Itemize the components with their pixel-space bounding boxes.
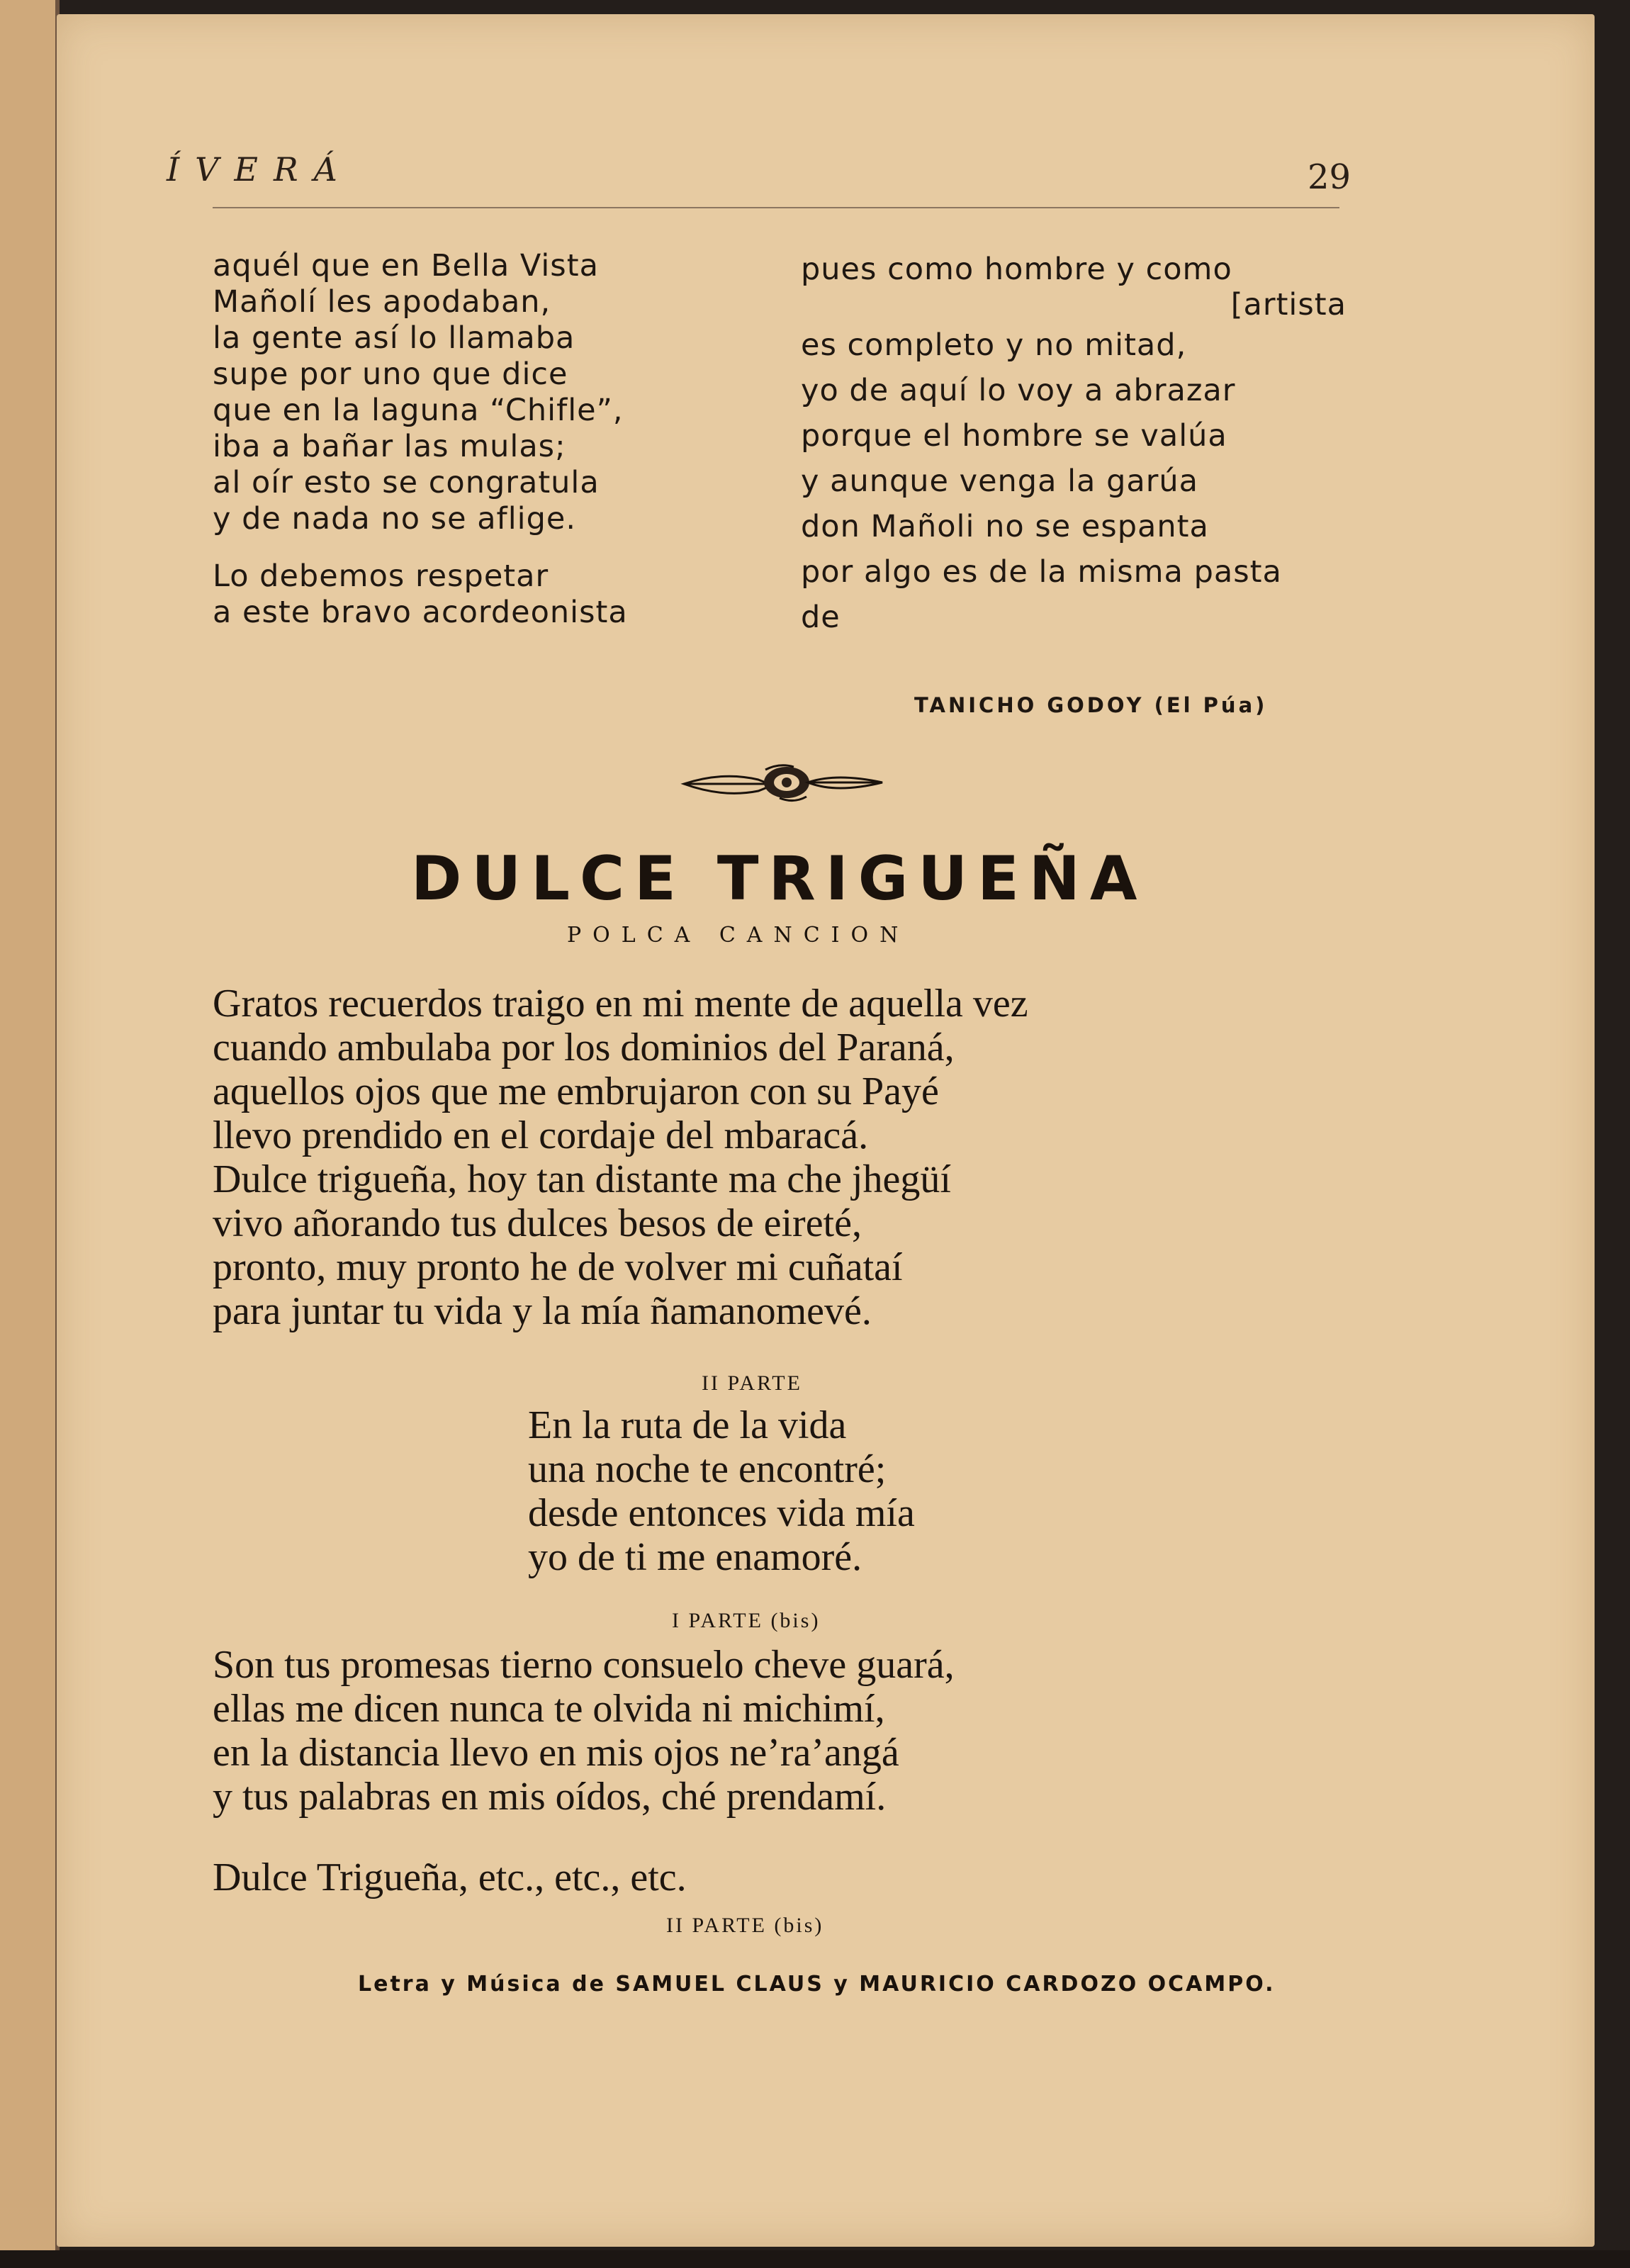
verse-line: para juntar tu vida y la mía ñamanomevé.	[213, 1289, 872, 1333]
verse-line: ellas me dicen nunca te olvida ni michimí,	[213, 1687, 885, 1731]
poem-line: [artista	[1230, 287, 1347, 322]
verse-line: Dulce trigueña, hoy tan distante ma che jhegüí	[213, 1157, 951, 1201]
verse-line: yo de ti me enamoré.	[528, 1535, 862, 1579]
poem-line: es completo y no mitad,	[801, 327, 1187, 363]
verse-line: en la distancia llevo en mis ojos ne’ra’angá	[213, 1731, 899, 1775]
page-number: 29	[1308, 157, 1351, 197]
poem-line: Mañolí les apodaban,	[213, 284, 551, 320]
verse-line: aquellos ojos que me embrujaron con su Payé	[213, 1070, 939, 1113]
header-rule	[213, 207, 1339, 208]
poem-line: que en la laguna “Chifle”,	[213, 393, 624, 428]
right-poem-column	[801, 252, 1347, 640]
verse-line: llevo prendido en el cordaje del mbaracá.	[213, 1113, 869, 1157]
verse-line: pronto, muy pronto he de volver mi cuñataí	[213, 1245, 903, 1289]
poem-line: Lo debemos respetar	[213, 558, 549, 594]
ornament-divider-icon	[680, 757, 886, 807]
section-label: II PARTE	[702, 1371, 802, 1395]
poem-line: y de nada no se aflige.	[213, 501, 577, 537]
verse-line: Son tus promesas tierno consuelo cheve guará,	[213, 1643, 955, 1687]
author-signature: TANICHO GODOY (El Púa)	[914, 693, 1268, 717]
verse-line: vivo añorando tus dulces besos de eireté,	[213, 1201, 862, 1245]
verse-line: cuando ambulaba por los dominios del Paraná,	[213, 1026, 955, 1070]
verse-line: En la ruta de la vida	[528, 1403, 847, 1447]
facing-page-edge	[0, 0, 60, 2268]
song-subtitle: POLCA CANCION	[567, 923, 910, 948]
poem-line: al oír esto se congratula	[213, 465, 600, 500]
poem-line: y aunque venga la garúa	[801, 464, 1199, 499]
poem-line: iba a bañar las mulas;	[213, 429, 566, 464]
section-label: I PARTE (bis)	[672, 1609, 821, 1632]
stanza-3	[213, 1643, 955, 1819]
poem-line: porque el hombre se valúa	[801, 418, 1227, 454]
poem-line: aquél que en Bella Vista	[213, 248, 599, 284]
poem-line: yo de aquí lo voy a abrazar	[801, 373, 1236, 408]
poem-line: la gente así lo llamaba	[213, 320, 575, 356]
verse-line: una noche te encontré;	[528, 1447, 887, 1491]
poem-line: pues como hombre y como	[801, 252, 1232, 287]
refrain	[213, 1856, 687, 1899]
poem-line: supe por uno que dice	[213, 357, 568, 392]
verse-line: y tus palabras en mis oídos, ché prendamí.	[213, 1775, 887, 1819]
scan-bottom-border	[0, 2250, 1630, 2268]
song-title: DULCE TRIGUEÑA	[411, 843, 1147, 914]
left-poem-column	[213, 248, 628, 631]
stanza-1	[213, 982, 1028, 1333]
poem-line: de	[801, 600, 841, 635]
stanza-2	[528, 1403, 915, 1579]
verse-line: Gratos recuerdos traigo en mi mente de aquella vez	[213, 982, 1028, 1026]
poem-line: por algo es de la misma pasta	[801, 554, 1282, 590]
poem-line: don Mañoli no se espanta	[801, 509, 1209, 544]
verse-line: Dulce Trigueña, etc., etc., etc.	[213, 1856, 687, 1899]
verse-line: desde entonces vida mía	[528, 1491, 915, 1535]
poem-line: a este bravo acordeonista	[213, 595, 628, 630]
section-label: II PARTE (bis)	[666, 1914, 824, 1937]
song-credits: Letra y Música de SAMUEL CLAUS y MAURICIO CARDOZO OCAMPO.	[358, 1972, 1276, 1997]
running-title: ÍVERÁ	[167, 150, 353, 189]
